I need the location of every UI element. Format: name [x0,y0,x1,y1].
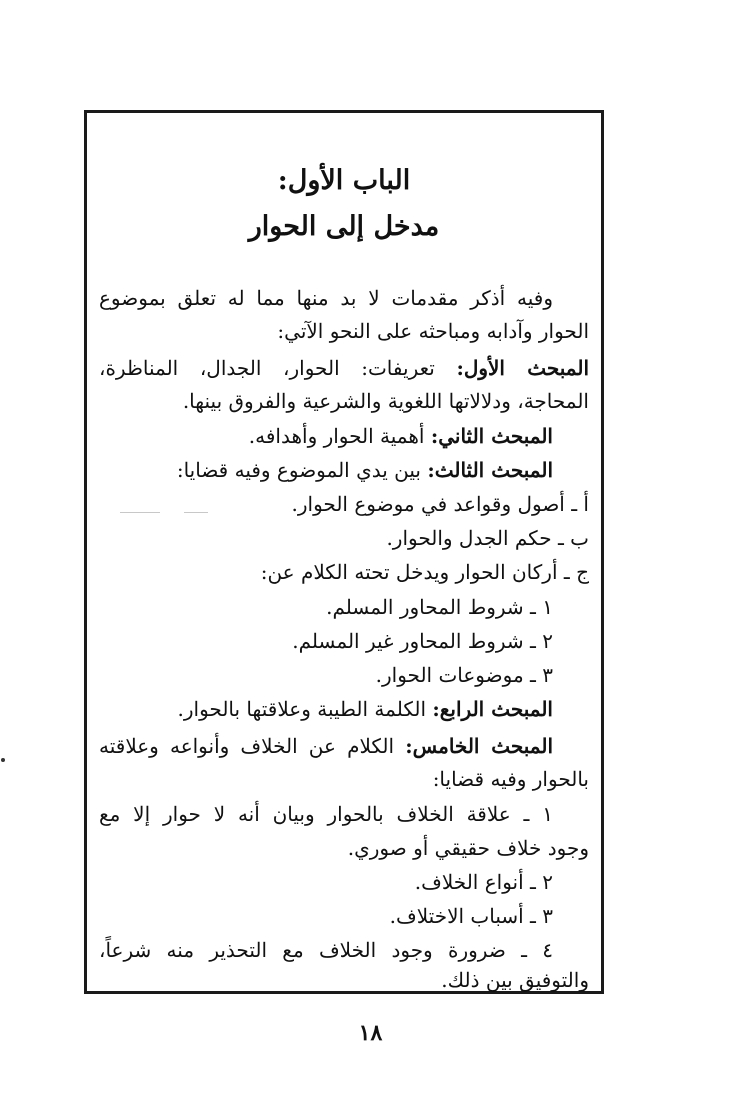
scan-mark [120,512,160,513]
section-5-item-1-line-1: ١ ـ علاقة الخلاف بالحوار وبيان أنه لا حوار إلا مع [99,802,553,826]
section-1-line-1 [99,353,589,383]
section-1-heading: المبحث الأول: [456,356,590,380]
section-2-text: أهمية الحوار وأهدافه. [248,424,425,448]
section-5-line-1 [99,731,553,761]
section-3-sub-3: ٣ ـ موضوعات الحوار. [375,663,553,687]
section-2 [249,421,553,451]
section-3-heading: المبحث الثالث: [427,458,553,482]
section-3-item-b: ب ـ حكم الجدل والحوار. [386,526,589,550]
section-1-text-2: المحاجة، ودلالاتها اللغوية والشرعية والفروق بينها. [182,389,589,413]
intro-line-2: الحوار وآدابه ومباحثه على النحو الآتي: [277,319,589,343]
section-5-item-1-line-2: وجود خلاف حقيقي أو صوري. [347,836,589,860]
section-3-sub-2: ٢ ـ شروط المحاور غير المسلم. [292,629,553,653]
intro-line-1: وفيه أذكر مقدمات لا بد منها مما له تعلق بموضوع [99,286,553,310]
chapter-title: الباب الأول: [277,165,411,196]
section-5-heading: المبحث الخامس: [405,734,554,758]
chapter-subtitle: مدخل إلى الحوار [248,211,440,242]
section-4 [178,694,554,724]
content-frame [84,110,604,994]
section-5-item-4-line-1: ٤ ـ ضرورة وجود الخلاف مع التحذير منه شرعاً، [99,938,553,962]
scan-mark [184,512,208,513]
section-5-text-1: الكلام عن الخلاف وأنواعه وعلاقته [99,734,395,758]
page-number: ١٨ [358,1020,383,1046]
section-3-sub-1: ١ ـ شروط المحاور المسلم. [326,595,553,619]
section-4-text: الكلمة الطيبة وعلاقتها بالحوار. [177,697,427,721]
section-3-text: بين يدي الموضوع وفيه قضايا: [176,458,421,482]
section-3-item-a: أ ـ أصول وقواعد في موضوع الحوار. [291,492,589,516]
section-3 [177,455,553,485]
scan-dot [1,758,5,762]
section-5-item-3: ٣ ـ أسباب الاختلاف. [389,904,553,928]
section-5-item-2: ٢ ـ أنواع الخلاف. [414,870,553,894]
section-2-heading: المبحث الثاني: [430,424,553,448]
section-5-item-4-line-2: والتوفيق بين ذلك. [441,968,589,992]
section-3-item-c: ج ـ أركان الحوار ويدخل تحته الكلام عن: [260,560,589,584]
section-5-text-2: بالحوار وفيه قضايا: [432,767,589,791]
section-1-text-1: تعريفات: الحوار، الجدال، المناظرة، [99,356,435,380]
section-4-heading: المبحث الرابع: [432,697,553,721]
